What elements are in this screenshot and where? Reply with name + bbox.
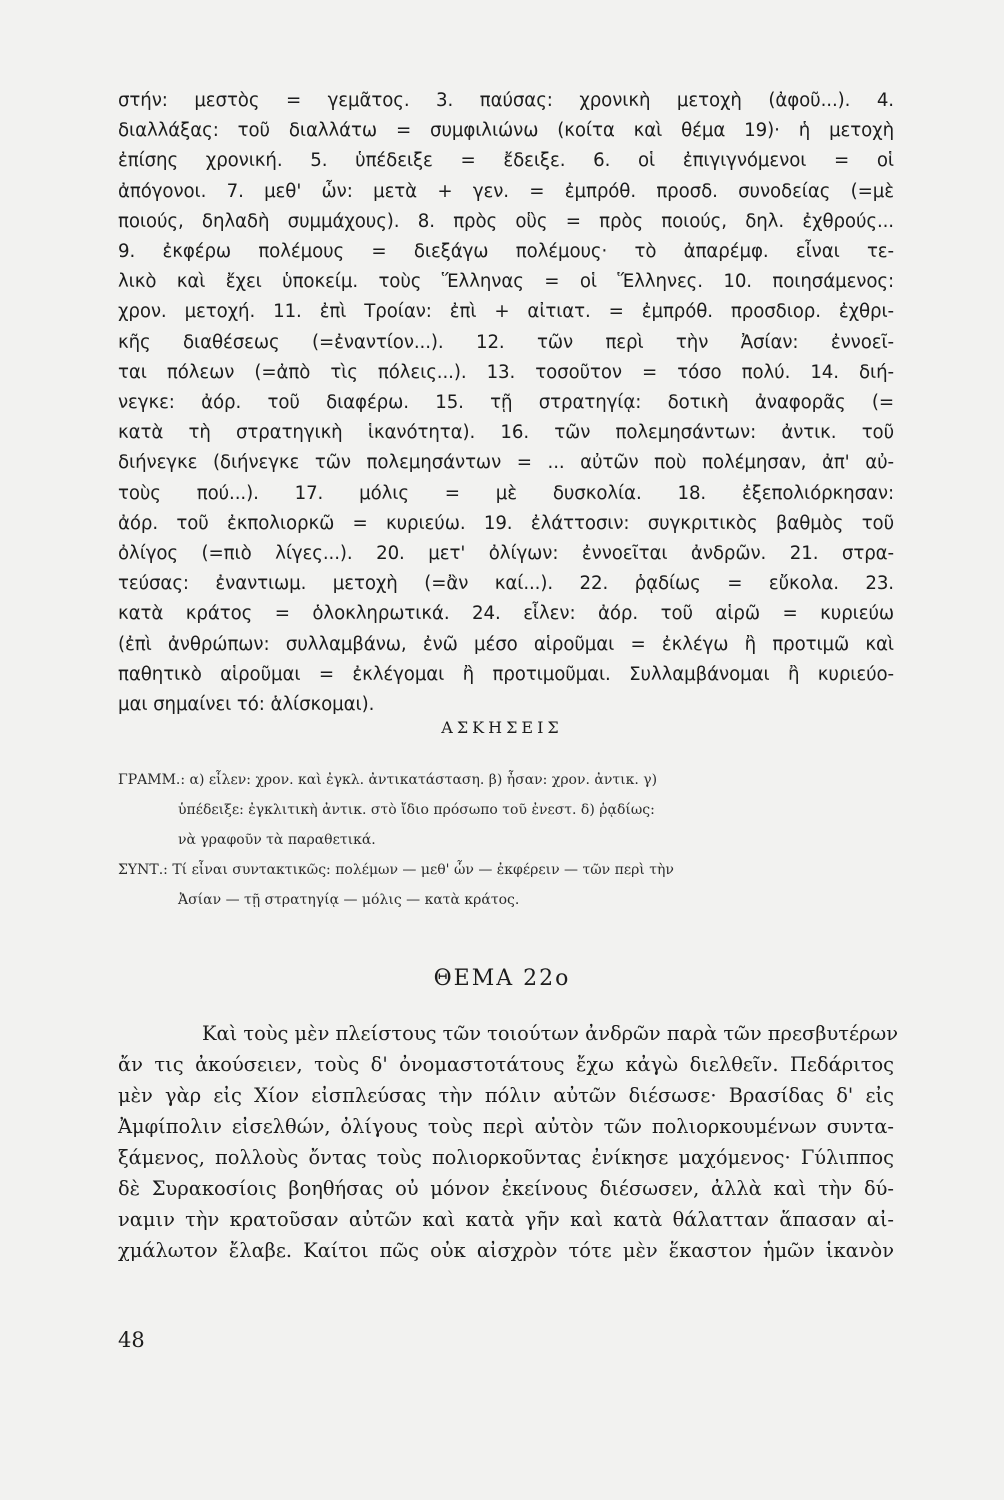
- commentary-notes: [118, 86, 894, 720]
- notes-line: τεύσας: ἐναντιωμ. μετοχὴ (=ἂν καί...). 22. ῥᾳδίως = εὔκολα. 23.: [118, 573, 894, 595]
- text-line: ναμιν τὴν κρατοῦσαν αὐτῶν καὶ κατὰ γῆν καὶ κατὰ θάλατταν ἅπασαν αἰ-: [118, 1208, 894, 1231]
- exercise-line: νὰ γραφοῦν τὰ παραθετικά.: [178, 832, 376, 848]
- notes-line: κατὰ κράτος = ὁλοκληρωτικά. 24. εἷλεν: ἀόρ. τοῦ αἱρῶ = κυριεύω: [118, 603, 894, 625]
- notes-line: ποιούς, δηλαδὴ συμμάχους). 8. πρὸς οὓς = πρὸς ποιούς, δηλ. ἐχθρούς...: [118, 210, 894, 232]
- notes-line: 9. ἐκφέρω πολέμους = διεξάγω πολέμους· τὸ ἀπαρέμφ. εἶναι τε-: [118, 241, 894, 263]
- notes-line: ται πόλεων (=ἀπὸ τὶς πόλεις...). 13. τοσοῦτον = τόσο πολύ. 14. διή-: [118, 361, 894, 383]
- page-number: 48: [118, 1328, 145, 1352]
- exercise-line: ὑπέδειξε: ἐγκλιτικὴ ἀντικ. στὸ ἴδιο πρόσωπο τοῦ ἐνεστ. δ) ῥᾳδίως:: [178, 802, 655, 818]
- notes-line: λικὸ καὶ ἔχει ὑποκείμ. τοὺς Ἕλληνας = οἱ Ἕλληνες. 10. ποιησάμενος:: [118, 271, 894, 293]
- exercise-line: ΣΥΝΤ.: Τί εἶναι συντακτικῶς: πολέμων — μεθ' ὧν — ἐκφέρειν — τῶν περὶ τὴν: [118, 862, 674, 878]
- exercise-line: Ἀσίαν — τῇ στρατηγίᾳ — μόλις — κατὰ κράτος.: [178, 892, 520, 908]
- text-line: Καὶ τοὺς μὲν πλείστους τῶν τοιούτων ἀνδρῶν παρὰ τῶν πρεσβυτέρων: [202, 1022, 898, 1045]
- text-line: ξάμενος, πολλοὺς ὄντας τοὺς πολιορκοῦντας ἐνίκησε μαχόμενος· Γύλιππος: [118, 1146, 894, 1169]
- notes-line: νεγκε: ἀόρ. τοῦ διαφέρω. 15. τῇ στρατηγίᾳ: δοτικὴ ἀναφορᾶς (=: [118, 392, 894, 414]
- theme-heading: ΘΕΜΑ 22ο: [433, 966, 571, 991]
- notes-line: κῆς διαθέσεως (=ἐναντίον...). 12. τῶν περὶ τὴν Ἀσίαν: ἐννοεῖ-: [118, 331, 894, 353]
- notes-line: χρον. μετοχή. 11. ἐπὶ Τροίαν: ἐπὶ + αἰτιατ. = ἐμπρόθ. προσδιορ. ἐχθρι-: [118, 301, 894, 323]
- exercises-block: [118, 765, 894, 915]
- exercises-heading: ΑΣΚΗΣΕΙΣ: [441, 718, 563, 737]
- notes-line: ἀπόγονοι. 7. μεθ' ὧν: μετὰ + γεν. = ἐμπρόθ. προσδ. συνοδείας (=μὲ: [118, 180, 894, 202]
- notes-line: τοὺς πού...). 17. μόλις = μὲ δυσκολία. 18. ἐξεπολιόρκησαν:: [118, 482, 894, 504]
- notes-line: ἐπίσης χρονική. 5. ὑπέδειξε = ἔδειξε. 6. οἱ ἐπιγιγνόμενοι = οἱ: [118, 150, 894, 172]
- text-line: δὲ Συρακοσίοις βοηθήσας οὐ μόνον ἐκείνους διέσωσεν, ἀλλὰ καὶ τὴν δύ-: [118, 1177, 894, 1200]
- exercise-line: ΓΡΑΜΜ.: α) εἷλεν: χρον. καὶ ἐγκλ. ἀντικατάσταση. β) ἦσαν: χρον. ἀντικ. γ): [118, 772, 658, 788]
- text-line: μὲν γὰρ εἰς Χίον εἰσπλεύσας τὴν πόλιν αὐτῶν διέσωσε· Βρασίδας δ' εἰς: [118, 1084, 894, 1107]
- notes-line: ἀόρ. τοῦ ἐκπολιορκῶ = κυριεύω. 19. ἐλάττοσιν: συγκριτικὸς βαθμὸς τοῦ: [118, 512, 894, 534]
- notes-line: μαι σημαίνει τό: ἁλίσκομαι).: [118, 694, 375, 716]
- text-line: ἄν τις ἀκούσειεν, τοὺς δ' ὀνομαστοτάτους ἔχω κἀγὼ διελθεῖν. Πεδάριτος: [118, 1053, 894, 1076]
- notes-line: (ἐπὶ ἀνθρώπων: συλλαμβάνω, ἐνῶ μέσο αἱροῦμαι = ἐκλέγω ἢ προτιμῶ καὶ: [118, 633, 894, 655]
- notes-line: διαλλάξας: τοῦ διαλλάτω = συμφιλιώνω (κοίτα καὶ θέμα 19)· ἡ μετοχὴ: [118, 120, 894, 142]
- text-line: χμάλωτον ἔλαβε. Καίτοι πῶς οὐκ αἰσχρὸν τότε μὲν ἕκαστον ἡμῶν ἱκανὸν: [118, 1239, 894, 1262]
- ancient-text: [118, 1018, 898, 1266]
- notes-line: κατὰ τὴ στρατηγικὴ ἱκανότητα). 16. τῶν πολεμησάντων: ἀντικ. τοῦ: [118, 422, 894, 444]
- notes-line: διήνεγκε (διήνεγκε τῶν πολεμησάντων = ... αὐτῶν ποὺ πολέμησαν, ἀπ' αὐ-: [118, 452, 894, 474]
- notes-line: παθητικὸ αἱροῦμαι = ἐκλέγομαι ἢ προτιμοῦμαι. Συλλαμβάνομαι ἢ κυριεύο-: [118, 663, 894, 685]
- text-line: Ἀμφίπολιν εἰσελθών, ὀλίγους τοὺς περὶ αὐτὸν τῶν πολιορκουμένων συντα-: [118, 1115, 894, 1138]
- notes-line: ὀλίγος (=πιὸ λίγες...). 20. μετ' ὀλίγων: ἐννοεῖται ἀνδρῶν. 21. στρα-: [118, 543, 894, 565]
- notes-line: στήν: μεστὸς = γεμᾶτος. 3. παύσας: χρονικὴ μετοχὴ (ἀφοῦ...). 4.: [118, 90, 894, 111]
